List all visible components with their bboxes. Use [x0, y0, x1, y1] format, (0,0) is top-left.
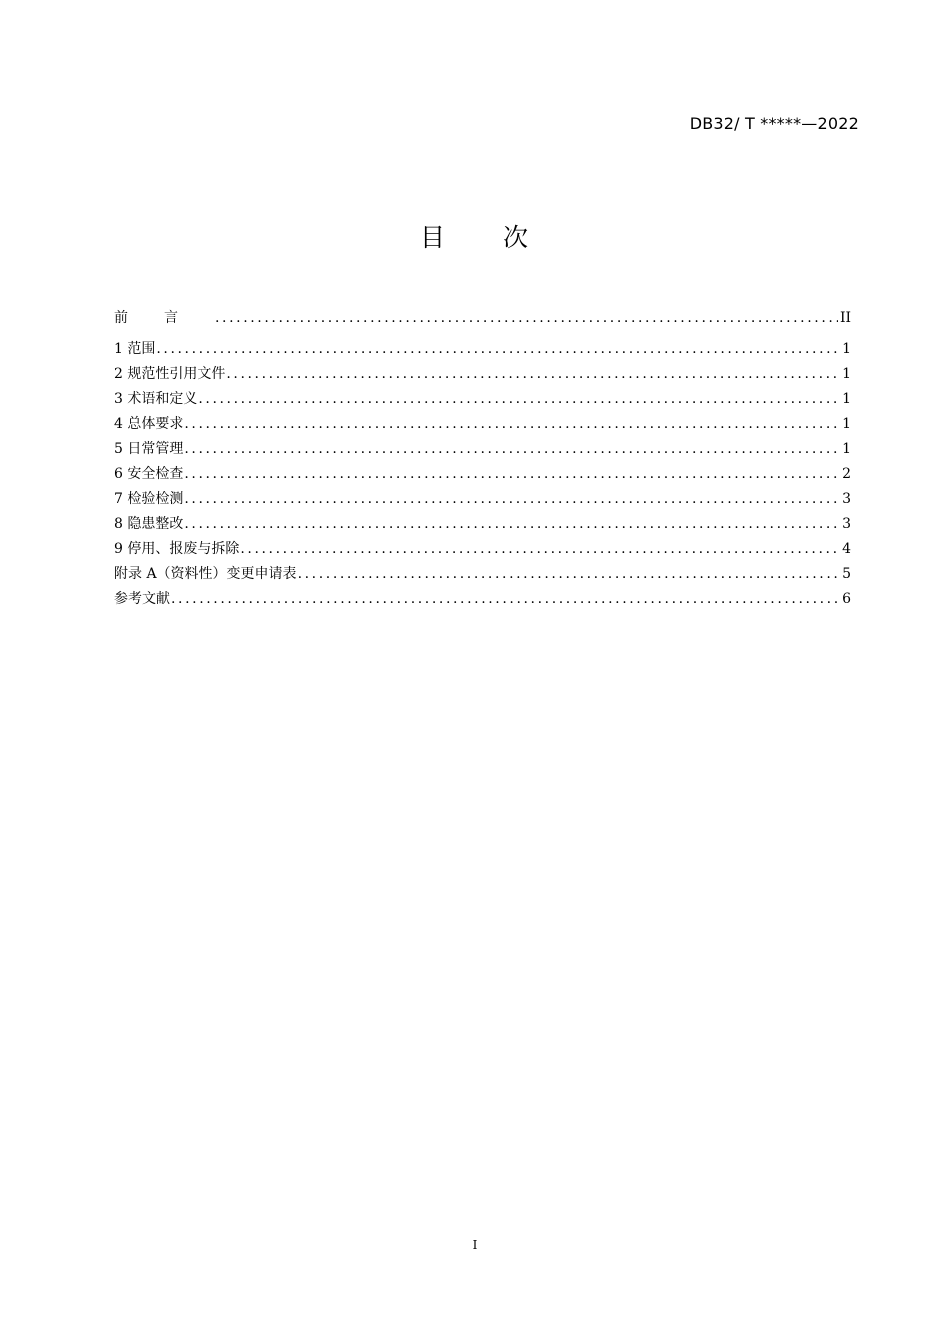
toc-leader-dots: [171, 587, 840, 612]
toc-entry-page: 3: [842, 516, 851, 532]
toc-leader-dots: [226, 362, 840, 387]
toc-entry-label: 参考文献: [114, 591, 170, 607]
toc-entry-label-text: 前言: [114, 310, 214, 326]
toc-entry-page: 1: [842, 416, 851, 432]
toc-entry-testing[interactable]: [114, 487, 851, 512]
toc-leader-dots: [184, 487, 840, 512]
toc-entry-label: [114, 306, 215, 331]
toc-entry-foreword[interactable]: [114, 306, 851, 337]
toc-entry-page: 3: [842, 491, 851, 507]
toc-entry-label: 7 检验检测: [114, 491, 184, 507]
toc-entry-scope[interactable]: [114, 337, 851, 362]
toc-entry-safety-inspection[interactable]: [114, 462, 851, 487]
toc-entry-page: 2: [842, 466, 851, 482]
toc-entry-page: 1: [842, 391, 851, 407]
toc-entry-appendix-a[interactable]: [114, 562, 851, 587]
toc-entry-label: 1 范围: [114, 341, 156, 357]
toc-entry-normative-references[interactable]: [114, 362, 851, 387]
table-of-contents: [114, 306, 851, 612]
toc-leader-dots: [215, 306, 838, 331]
page-title: [0, 218, 950, 254]
toc-entry-page: 1: [842, 441, 851, 457]
document-code: DB32/ T *****—2022: [689, 114, 859, 133]
toc-entry-decommissioning[interactable]: [114, 537, 851, 562]
toc-entry-label: 8 隐患整改: [114, 516, 184, 532]
toc-leader-dots: [240, 537, 840, 562]
toc-leader-dots: [184, 462, 840, 487]
toc-leader-dots: [198, 387, 840, 412]
toc-leader-dots: [184, 412, 840, 437]
toc-entry-page: 4: [842, 541, 851, 557]
toc-entry-label: 4 总体要求: [114, 416, 184, 432]
toc-leader-dots: [184, 437, 840, 462]
title-char-right: 次: [503, 223, 531, 252]
toc-entry-bibliography[interactable]: [114, 587, 851, 612]
toc-entry-page: II: [839, 310, 851, 326]
toc-entry-page: 1: [842, 341, 851, 357]
toc-leader-dots: [298, 562, 841, 587]
toc-entry-page: 6: [842, 591, 851, 607]
toc-entry-label: 2 规范性引用文件: [114, 366, 226, 382]
toc-entry-label: 9 停用、报废与拆除: [114, 541, 240, 557]
toc-entry-page: 5: [842, 566, 851, 582]
title-char-left: 目: [419, 223, 447, 252]
toc-leader-dots: [156, 337, 840, 362]
toc-entry-label: 附录 A（资料性）变更申请表: [114, 566, 297, 582]
page-number: I: [472, 1238, 478, 1252]
toc-entry-hazard-rectification[interactable]: [114, 512, 851, 537]
toc-entry-label: 3 术语和定义: [114, 391, 198, 407]
toc-entry-label: 6 安全检查: [114, 466, 184, 482]
toc-entry-page: 1: [842, 366, 851, 382]
toc-entry-daily-management[interactable]: [114, 437, 851, 462]
toc-entry-terms-definitions[interactable]: [114, 387, 851, 412]
toc-leader-dots: [184, 512, 840, 537]
toc-entry-general-requirements[interactable]: [114, 412, 851, 437]
toc-entry-label: 5 日常管理: [114, 441, 184, 457]
